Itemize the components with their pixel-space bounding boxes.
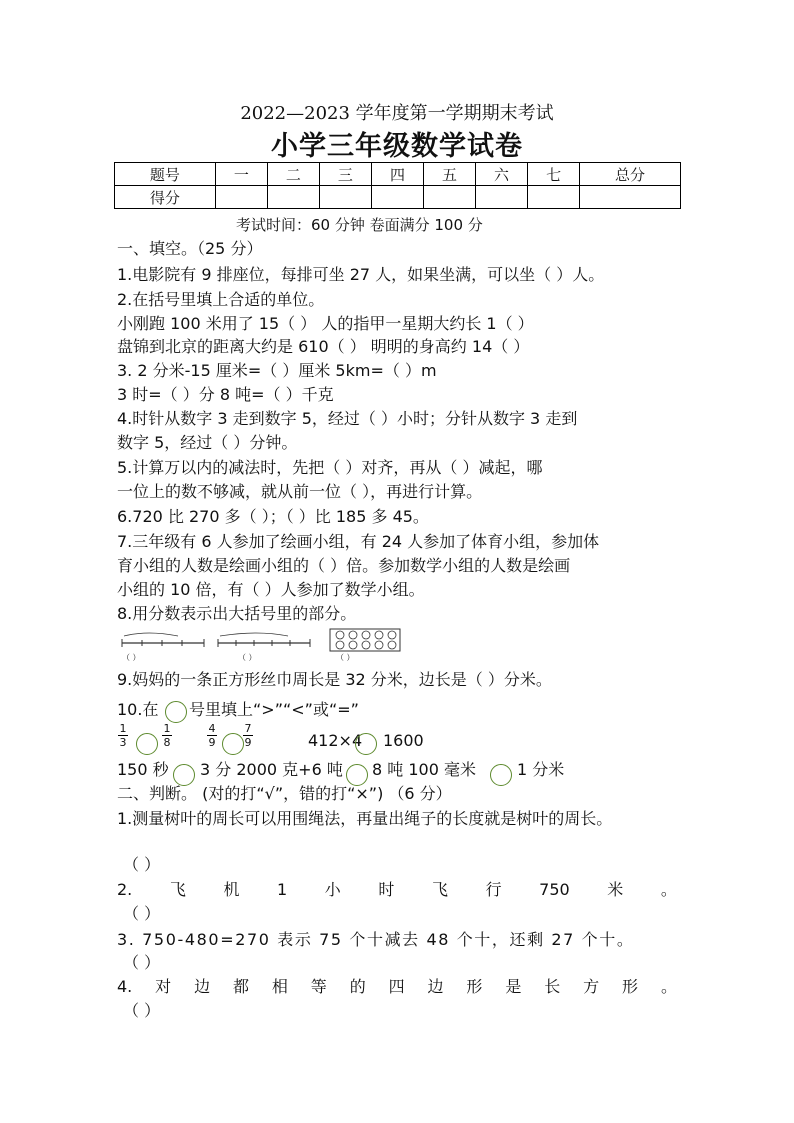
section1-heading: 一、填空。（25 分） — [117, 239, 263, 258]
question-7a: 7.三年级有 6 人参加了绘画小组，有 24 人参加了体育小组，参加体 — [117, 532, 600, 551]
word: 小 — [324, 880, 341, 899]
compare-circle[interactable] — [222, 733, 244, 755]
section2-heading: 二、判断。 (对的打“√”，错的打“×”) （6 分） — [117, 784, 452, 803]
question-2: 2.在括号里填上合适的单位。 — [117, 290, 325, 309]
score-entry[interactable] — [476, 186, 528, 209]
compare-value: 1600 — [383, 731, 424, 750]
word: 飞 — [431, 880, 448, 899]
compare-circle[interactable] — [136, 733, 158, 755]
word: 。 — [660, 880, 677, 899]
word: 米 — [607, 880, 624, 899]
word: 1 — [277, 880, 288, 899]
score-entry[interactable] — [423, 186, 475, 209]
fraction-4-9 — [207, 723, 217, 748]
question-3a: 3. 2 分米-15 厘米=（ ）厘米 5km=（ ）m — [117, 361, 437, 380]
exam-info: 考试时间：60 分钟 卷面满分 100 分 — [236, 216, 483, 234]
compare-row-2b: 3 分 2000 克+6 吨 — [200, 760, 343, 779]
score-cell: 三 — [319, 163, 371, 186]
word: 时 — [378, 880, 395, 899]
score-cell: 四 — [371, 163, 423, 186]
apples-box-figure — [330, 629, 400, 651]
score-entry[interactable] — [215, 186, 267, 209]
score-entry[interactable] — [319, 186, 371, 209]
question-9: 9.妈妈的一条正方形丝巾周长是 32 分米，边长是（ ）分米。 — [117, 670, 552, 689]
word: 机 — [223, 880, 240, 899]
fraction-denominator: 8 — [163, 736, 171, 749]
question-3b: 3 时=（ ）分 8 吨=（ ）千克 — [117, 385, 334, 404]
score-entry[interactable] — [580, 186, 681, 209]
question-8: 8.用分数表示出大括号里的部分。 — [117, 604, 357, 623]
compare-row-2d: 1 分米 — [517, 760, 565, 779]
score-table-score-row — [115, 186, 681, 209]
question-5a: 5.计算万以内的减法时，先把（ ）对齐，再从（ ）减起，哪 — [117, 458, 543, 477]
compare-circle[interactable] — [355, 733, 377, 755]
fraction-denominator: 9 — [244, 736, 252, 749]
score-entry[interactable] — [371, 186, 423, 209]
question-4b: 数字 5，经过（ ）分钟。 — [117, 433, 298, 452]
answer-paren[interactable]: （ ） — [123, 1001, 161, 1020]
word: 都 — [232, 977, 249, 996]
exam-subtitle: 2022—2023 学年度第一学期期末考试 — [240, 103, 554, 124]
question-7b: 育小组的人数是绘画小组的（ ）倍。参加数学小组的人数是绘画 — [117, 556, 571, 575]
fraction-1-8 — [162, 723, 172, 748]
word: 方 — [583, 977, 600, 996]
word: 对 — [155, 977, 172, 996]
score-table-header-row — [115, 163, 681, 186]
judge-question-4 — [117, 976, 677, 998]
score-cell: 得分 — [115, 186, 216, 209]
judge-question-1: 1.测量树叶的周长可以用围绳法，再量出绳子的长度就是树叶的周长。 — [117, 809, 613, 828]
word: 等 — [310, 977, 327, 996]
word: 四 — [388, 977, 405, 996]
word: 4. — [117, 977, 133, 996]
fraction-numerator: 1 — [119, 722, 127, 735]
word: 形 — [622, 977, 639, 996]
score-cell: 二 — [267, 163, 319, 186]
question-7c: 小组的 10 倍，有（ ）人参加了数学小组。 — [117, 580, 425, 599]
question-2a: 小刚跑 100 米用了 15（ ） 人的指甲一星期大约长 1（ ） — [117, 314, 534, 333]
segment-figure-2 — [218, 633, 310, 647]
word: 边 — [194, 977, 211, 996]
question-2b: 盘锦到北京的距离大约是 610（ ） 明明的身高约 14（ ） — [117, 337, 530, 356]
segment-figure-1 — [122, 633, 204, 647]
fraction-numerator: 4 — [208, 722, 216, 735]
fraction-7-9 — [243, 723, 253, 748]
word: 的 — [349, 977, 366, 996]
score-cell: 一 — [215, 163, 267, 186]
word: 行 — [485, 880, 502, 899]
fraction-denominator: 3 — [119, 736, 127, 749]
score-entry[interactable] — [528, 186, 580, 209]
word: 边 — [427, 977, 444, 996]
answer-paren[interactable]: （ ） — [123, 904, 161, 923]
word: 750 — [539, 880, 570, 899]
score-cell: 题号 — [115, 163, 216, 186]
answer-paren[interactable]: （ ） — [123, 953, 161, 972]
question-10-suffix: 号里填上“>”“<”或“=” — [189, 700, 359, 719]
answer-paren[interactable]: （ ） — [336, 653, 355, 662]
word: 长 — [544, 977, 561, 996]
score-entry[interactable] — [267, 186, 319, 209]
word: 相 — [271, 977, 288, 996]
exam-title: 小学三年级数学试卷 — [271, 131, 523, 162]
fraction-numerator: 1 — [163, 722, 171, 735]
score-cell: 六 — [476, 163, 528, 186]
question-1: 1.电影院有 9 排座位，每排可坐 27 人，如果坐满，可以坐（ ）人。 — [117, 265, 605, 284]
score-cell: 七 — [528, 163, 580, 186]
compare-row-2c: 8 吨 100 毫米 — [372, 760, 476, 779]
answer-paren[interactable]: （ ） — [122, 653, 141, 662]
compare-circle[interactable] — [165, 701, 187, 723]
question-5b: 一位上的数不够减，就从前一位（ ），再进行计算。 — [117, 482, 483, 501]
compare-expression: 412×4 — [308, 731, 363, 750]
word: 是 — [505, 977, 522, 996]
score-table — [114, 162, 681, 209]
compare-row-2a: 150 秒 — [117, 760, 169, 779]
score-cell: 总分 — [580, 163, 681, 186]
fraction-numerator: 7 — [244, 722, 252, 735]
word: 2. — [117, 880, 133, 899]
fraction-denominator: 9 — [208, 736, 216, 749]
answer-paren[interactable]: （ ） — [238, 653, 257, 662]
compare-circle[interactable] — [490, 764, 512, 786]
word: 飞 — [169, 880, 186, 899]
fraction-1-3 — [118, 723, 128, 748]
score-cell: 五 — [423, 163, 475, 186]
judge-question-3: 3. 750-480=270 表示 75 个十减去 48 个十，还剩 27 个十。 — [117, 930, 635, 949]
question-4a: 4.时针从数字 3 走到数字 5，经过（ ）小时；分针从数字 3 走到 — [117, 409, 578, 428]
word: 形 — [466, 977, 483, 996]
fraction-figures — [118, 627, 408, 665]
answer-paren[interactable]: （ ） — [123, 855, 161, 874]
question-10-prefix: 10.在 — [117, 700, 159, 719]
judge-question-2 — [117, 879, 677, 901]
question-6: 6.720 比 270 多（ ）；（ ）比 185 多 45。 — [117, 507, 429, 526]
word: 。 — [660, 977, 677, 996]
